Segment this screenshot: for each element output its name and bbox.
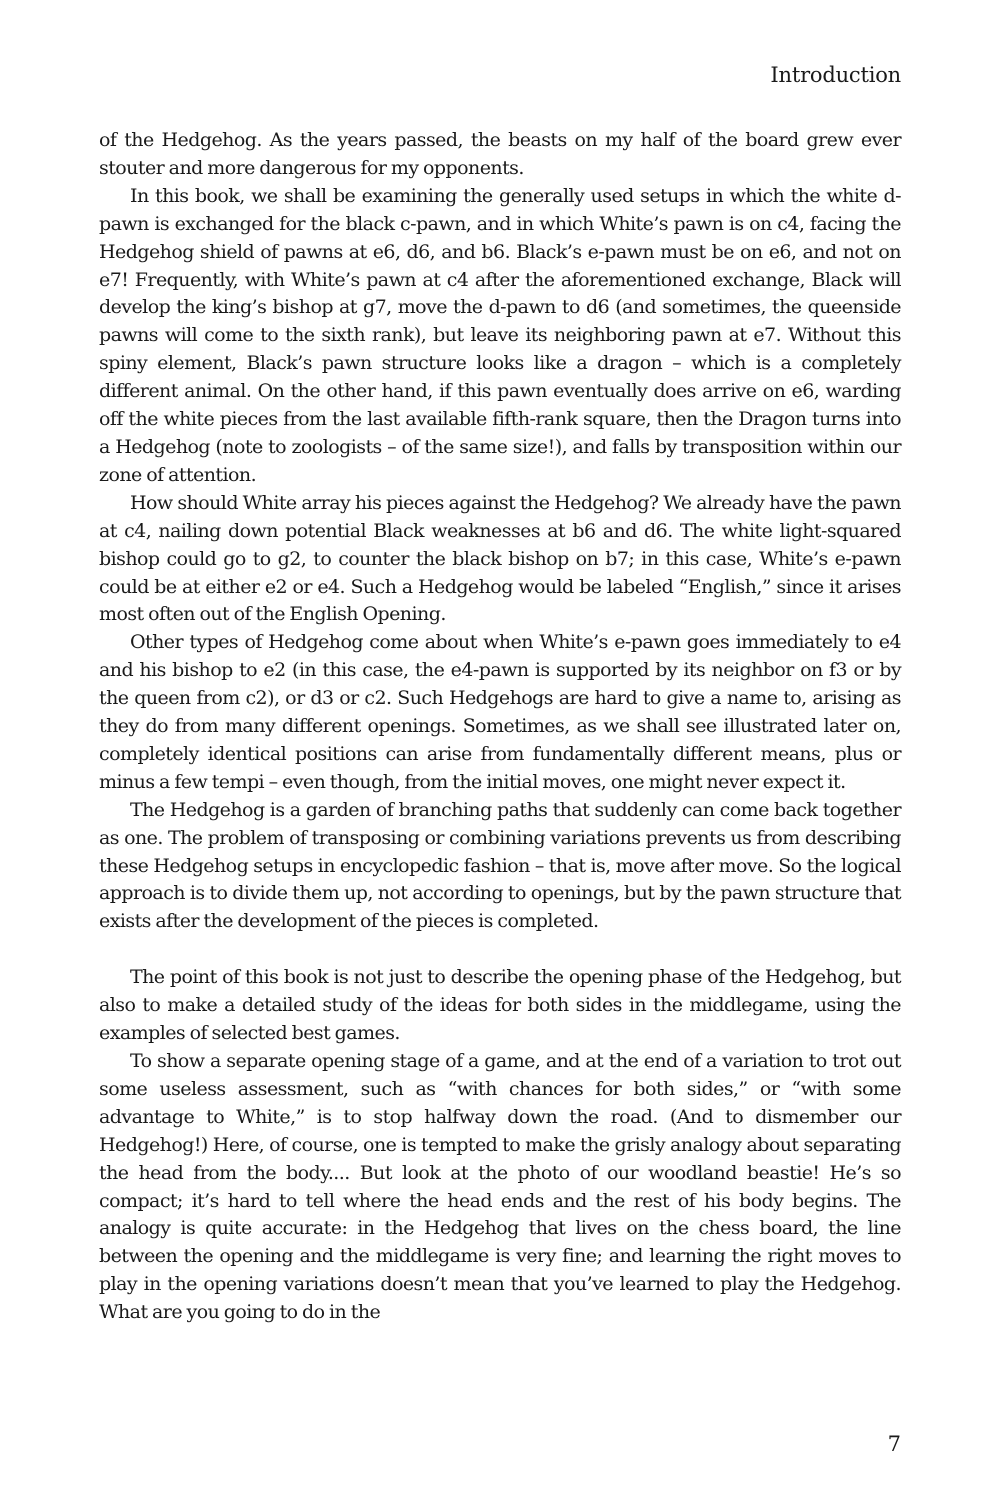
- paragraph: The Hedgehog is a garden of branching paths that suddenly can come back together as one. The problem of transposing or combining variations prevents us from describing these Hedgehog setups in encyclopedic fashion – that is, move after move. So the logical approach is to divide them up, not according to openings, but by the pawn structure that exists after the development of the pieces is completed.: [99, 798, 901, 933]
- page-number: 7: [887, 1432, 901, 1456]
- paragraph: of the Hedgehog. As the years passed, the beasts on my half of the board grew ever stouter and more dangerous for my opponents.: [99, 129, 901, 179]
- paragraph: The point of this book is not just to describe the opening phase of the Hedgehog, but also to make a detailed study of the ideas for both sides in the middlegame, using the examples of selected best games.: [99, 966, 901, 1045]
- running-head: Introduction: [770, 63, 901, 87]
- paragraph: Other types of Hedgehog come about when White’s e-pawn goes immediately to e4 and his bishop to e2 (in this case, the e4-pawn is supported by its neighbor on f3 or by the queen from c2), or d3 or c2. Such Hedgehogs are hard to give a name to, arising as they do from many different openings. Sometimes, as we shall see illustrated later on, completely identical positions can arise from fundamentally different means, plus or minus a few tempi – even though, from the initial moves, one might never expect it.: [99, 631, 901, 793]
- paragraph: How should White array his pieces against the Hedgehog? We already have the pawn at c4, nailing down potential Black weaknesses at b6 and d6. The white light-squared bishop could go to g2, to counter the black bishop on b7; in this case, White’s e-pawn could be at either e2 or e4. Such a Hedgehog would be labeled “English,” since it arises most often out of the English Opening.: [99, 491, 901, 626]
- body-text: [99, 127, 901, 1327]
- paragraph: In this book, we shall be examining the generally used setups in which the white d-pawn is exchanged for the black c-pawn, and in which White’s pawn is on c4, facing the Hedgehog shield of pawns at e6, d6, and b6. Black’s e-pawn must be on e6, and not on e7! Frequently, with White’s pawn at c4 after the aforementioned exchange, Black will develop the king’s bishop at g7, move the d-pawn to d6 (and sometimes, the queenside pawns will come to the sixth rank), but leave its neighboring pawn at e7. Without this spiny element, Black’s pawn structure looks like a dragon – which is a completely different animal. On the other hand, if this pawn eventually does arrive on e6, warding off the white pieces from the last available fifth-rank square, then the Dragon turns into a Hedgehog (note to zoologists – of the same size!), and falls by transposition within our zone of attention.: [99, 184, 901, 486]
- paragraph: To show a separate opening stage of a game, and at the end of a variation to trot out some useless assessment, such as “with chances for both sides,” or “with some advantage to White,” is to stop halfway down the road. (And to dismember our Hedgehog!) Here, of course, one is tempted to make the grisly analogy about separating the head from the body.... But look at the photo of our woodland beastie! He’s so compact; it’s hard to tell where the head ends and the rest of his body begins. The analogy is quite accurate: in the Hedgehog that lives on the chess board, the line between the opening and the middlegame is very fine; and learning the right moves to play in the opening variations doesn’t mean that you’ve learned to play the Hedgehog. What are you going to do in the: [99, 1050, 901, 1324]
